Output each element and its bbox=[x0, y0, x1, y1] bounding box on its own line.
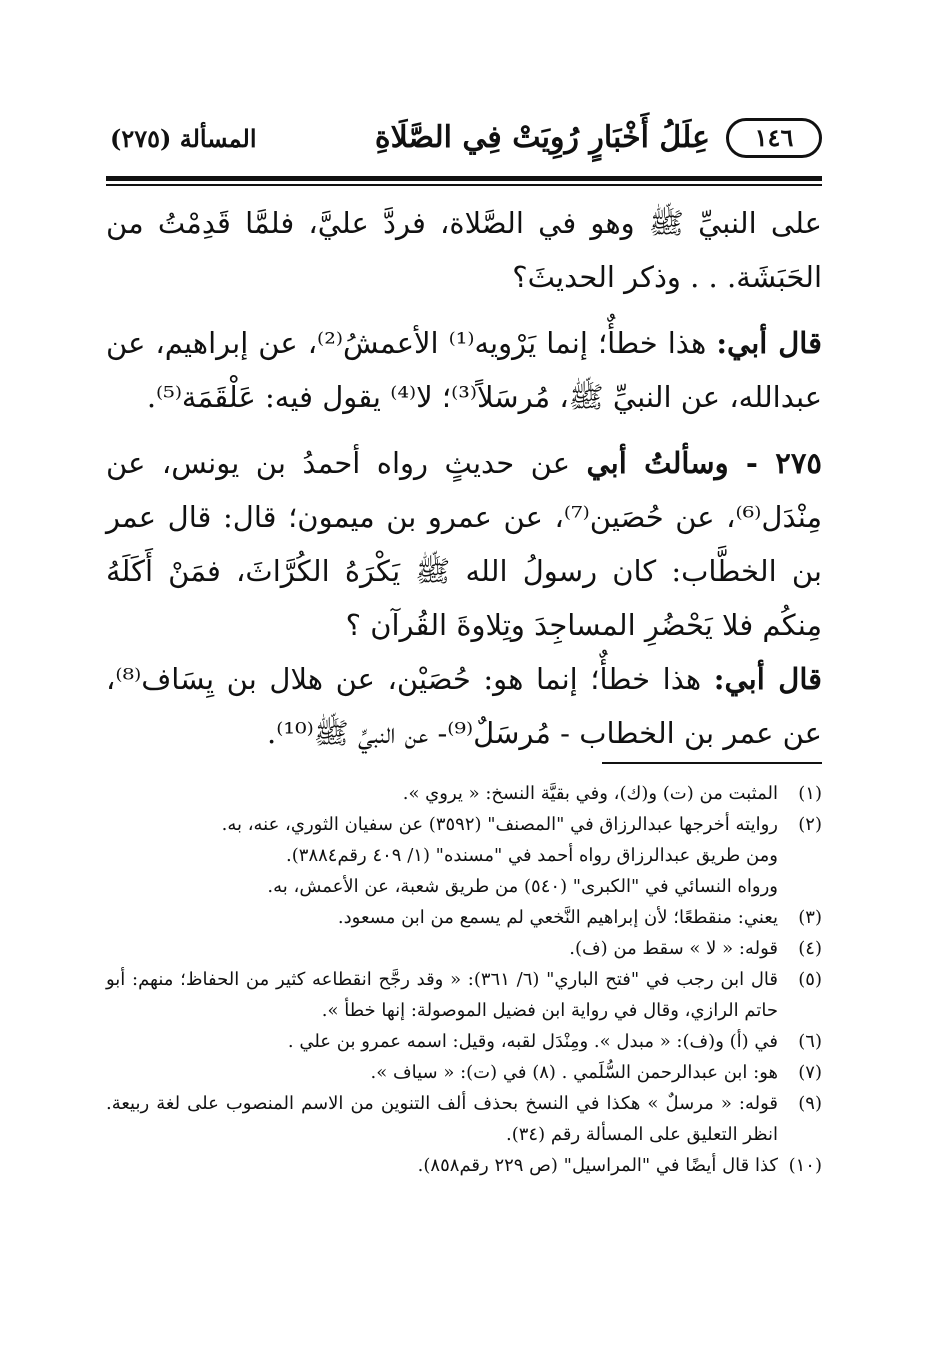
footnotes-list bbox=[106, 778, 822, 1181]
paragraph-2-text: هذا خطأٌ؛ إنما يَرْويه⁽¹⁾ الأعمشُ⁽²⁾، عن إبراهيم، عن عبدالله، عن النبيِّ ﷺ، مُرسَلاً⁽³⁾؛ لا⁽⁴⁾ يقول فيه: عَلْقَمَة⁽⁵⁾. bbox=[106, 326, 822, 414]
paragraph-4 bbox=[106, 652, 822, 760]
footnote-line: كذا قال أيضًا في "المراسيل" (ص ٢٢٩ رقم٨٥٨). bbox=[417, 1155, 778, 1176]
footnote-text bbox=[106, 902, 778, 933]
footnote-text bbox=[106, 1150, 778, 1181]
paragraph-1-text: على النبيِّ ﷺ وهو في الصَّلاة، فردَّ عليَّ، فلمَّا قَدِمْتُ من الحَبَشَة. . . وذكر الحديثَ؟ bbox=[106, 206, 822, 294]
footnote-line: قوله: « مرسلٌ » هكذا في النسخ بحذف ألف التنوين من الاسم المنصوب على لغة ربيعة. انظر التعليق على المسألة رقم (٣٤). bbox=[106, 1093, 778, 1145]
footnote-line: ومن طريق عبدالرزاق رواه أحمد في "مسنده" (١/ ٤٠٩ رقم٣٨٨٤). bbox=[286, 845, 778, 866]
footnote-item bbox=[106, 1150, 822, 1181]
page-header bbox=[104, 112, 822, 172]
footnote-item bbox=[106, 933, 822, 964]
footnote-number: (٥) bbox=[798, 969, 822, 990]
header-rule-thin bbox=[106, 184, 822, 186]
footnote-text bbox=[106, 964, 778, 1026]
footnote-line: في (أ) و(ف): « مبدل ». ومِنْدَل لقبه، وقيل: اسمه عمرو بن علي . bbox=[287, 1031, 778, 1052]
paragraph-3 bbox=[106, 436, 822, 652]
footnote-line: ورواه النسائي في "الكبرى" (٥٤٠) من طريق شعبة، عن الأعمش، به. bbox=[267, 876, 778, 897]
footnote-item bbox=[106, 1026, 822, 1057]
footnote-number: (٧) bbox=[798, 1062, 822, 1083]
paragraph-2-speaker: قال أبي: bbox=[716, 326, 822, 360]
main-text bbox=[106, 196, 822, 760]
footnote-number: (١) bbox=[798, 783, 822, 804]
book-title: عِلَلُ أَخْبَارٍ رُوِيَتْ فِي الصَّلَاةِ bbox=[374, 120, 710, 155]
footnote-line: روايته أخرجها عبدالرزاق في "المصنف" (٣٥٩٢) عن سفيان الثوري، عنه، به. bbox=[221, 814, 778, 835]
paragraph-4-speaker: قال أبي: bbox=[713, 662, 823, 696]
paragraph-1 bbox=[106, 196, 822, 304]
footnote-number: (٦) bbox=[798, 1031, 822, 1052]
paragraph-3-lead: ٢٧٥ - وسألتُ أبي bbox=[586, 446, 823, 480]
footnote-item bbox=[106, 809, 822, 902]
footnote-line: قال ابن رجب في "فتح الباري" (٦/ ٣٦١): « وقد رجَّح انقطاعه كثير من الحفاظ؛ منهم: أبو حاتم الرازي، وقال في رواية ابن فضيل الموصولة: إنها خطأ ». bbox=[106, 969, 778, 1021]
footnote-text bbox=[106, 1026, 778, 1057]
footnote-item bbox=[106, 778, 822, 809]
footnote-number: (٩) bbox=[798, 1093, 822, 1114]
footnote-item bbox=[106, 964, 822, 1026]
footnote-number: (٣) bbox=[798, 907, 822, 928]
footnote-line: هو: ابن عبدالرحمن السُّلَمي . (٨) في (ت): « سياف ». bbox=[370, 1062, 778, 1083]
footnote-text bbox=[106, 809, 778, 902]
footnote-line: يعني: منقطعًا؛ لأن إبراهيم النَّخعي لم يسمع من ابن مسعود. bbox=[337, 907, 778, 928]
footnote-number: (٤) bbox=[798, 938, 822, 959]
footnote-text bbox=[106, 778, 778, 809]
footnote-line: المثبت من (ت) و(ك)، وفي بقيَّة النسخ: « يروي ». bbox=[402, 783, 778, 804]
page-number: ١٤٦ bbox=[726, 118, 822, 158]
footnote-text bbox=[106, 1057, 778, 1088]
footnote-item bbox=[106, 1057, 822, 1088]
paragraph-3-text: عن حديثٍ رواه أحمدُ بن يونس، عن مِنْدَل⁽⁶⁾، عن حُصَين⁽⁷⁾، عن عمرو بن ميمون؛ قال: قال عمر بن الخطَّاب: كان رسولُ الله ﷺ يَكْرَهُ الكُرَّاثَ، فمَنْ أَكَلَهُ مِنكُم فلا يَحْضُرِ المساجِدَ وتِلاوةَ القُرآن ؟ bbox=[106, 446, 822, 642]
footnote-separator bbox=[602, 762, 822, 764]
paragraph-4-text: هذا خطأٌ؛ إنما هو: حُصَيْن، عن هلال بن يِسَاف⁽⁸⁾، عن عمر بن الخطاب - مُرسَلٌ⁽⁹⁾- عن النبيِّ ﷺ⁽¹⁰⁾. bbox=[106, 662, 822, 750]
footnote-item bbox=[106, 902, 822, 933]
footnote-text bbox=[106, 1088, 778, 1150]
footnote-item bbox=[106, 1088, 822, 1150]
footnote-number: (١٠) bbox=[788, 1155, 822, 1176]
issue-label: المسألة (٢٧٥) bbox=[110, 124, 257, 153]
header-rule-thick bbox=[106, 176, 822, 181]
footnote-text bbox=[106, 933, 778, 964]
paragraph-2 bbox=[106, 316, 822, 424]
footnote-number: (٢) bbox=[798, 814, 822, 835]
footnote-line: قوله: « لا » سقط من (ف). bbox=[569, 938, 778, 959]
